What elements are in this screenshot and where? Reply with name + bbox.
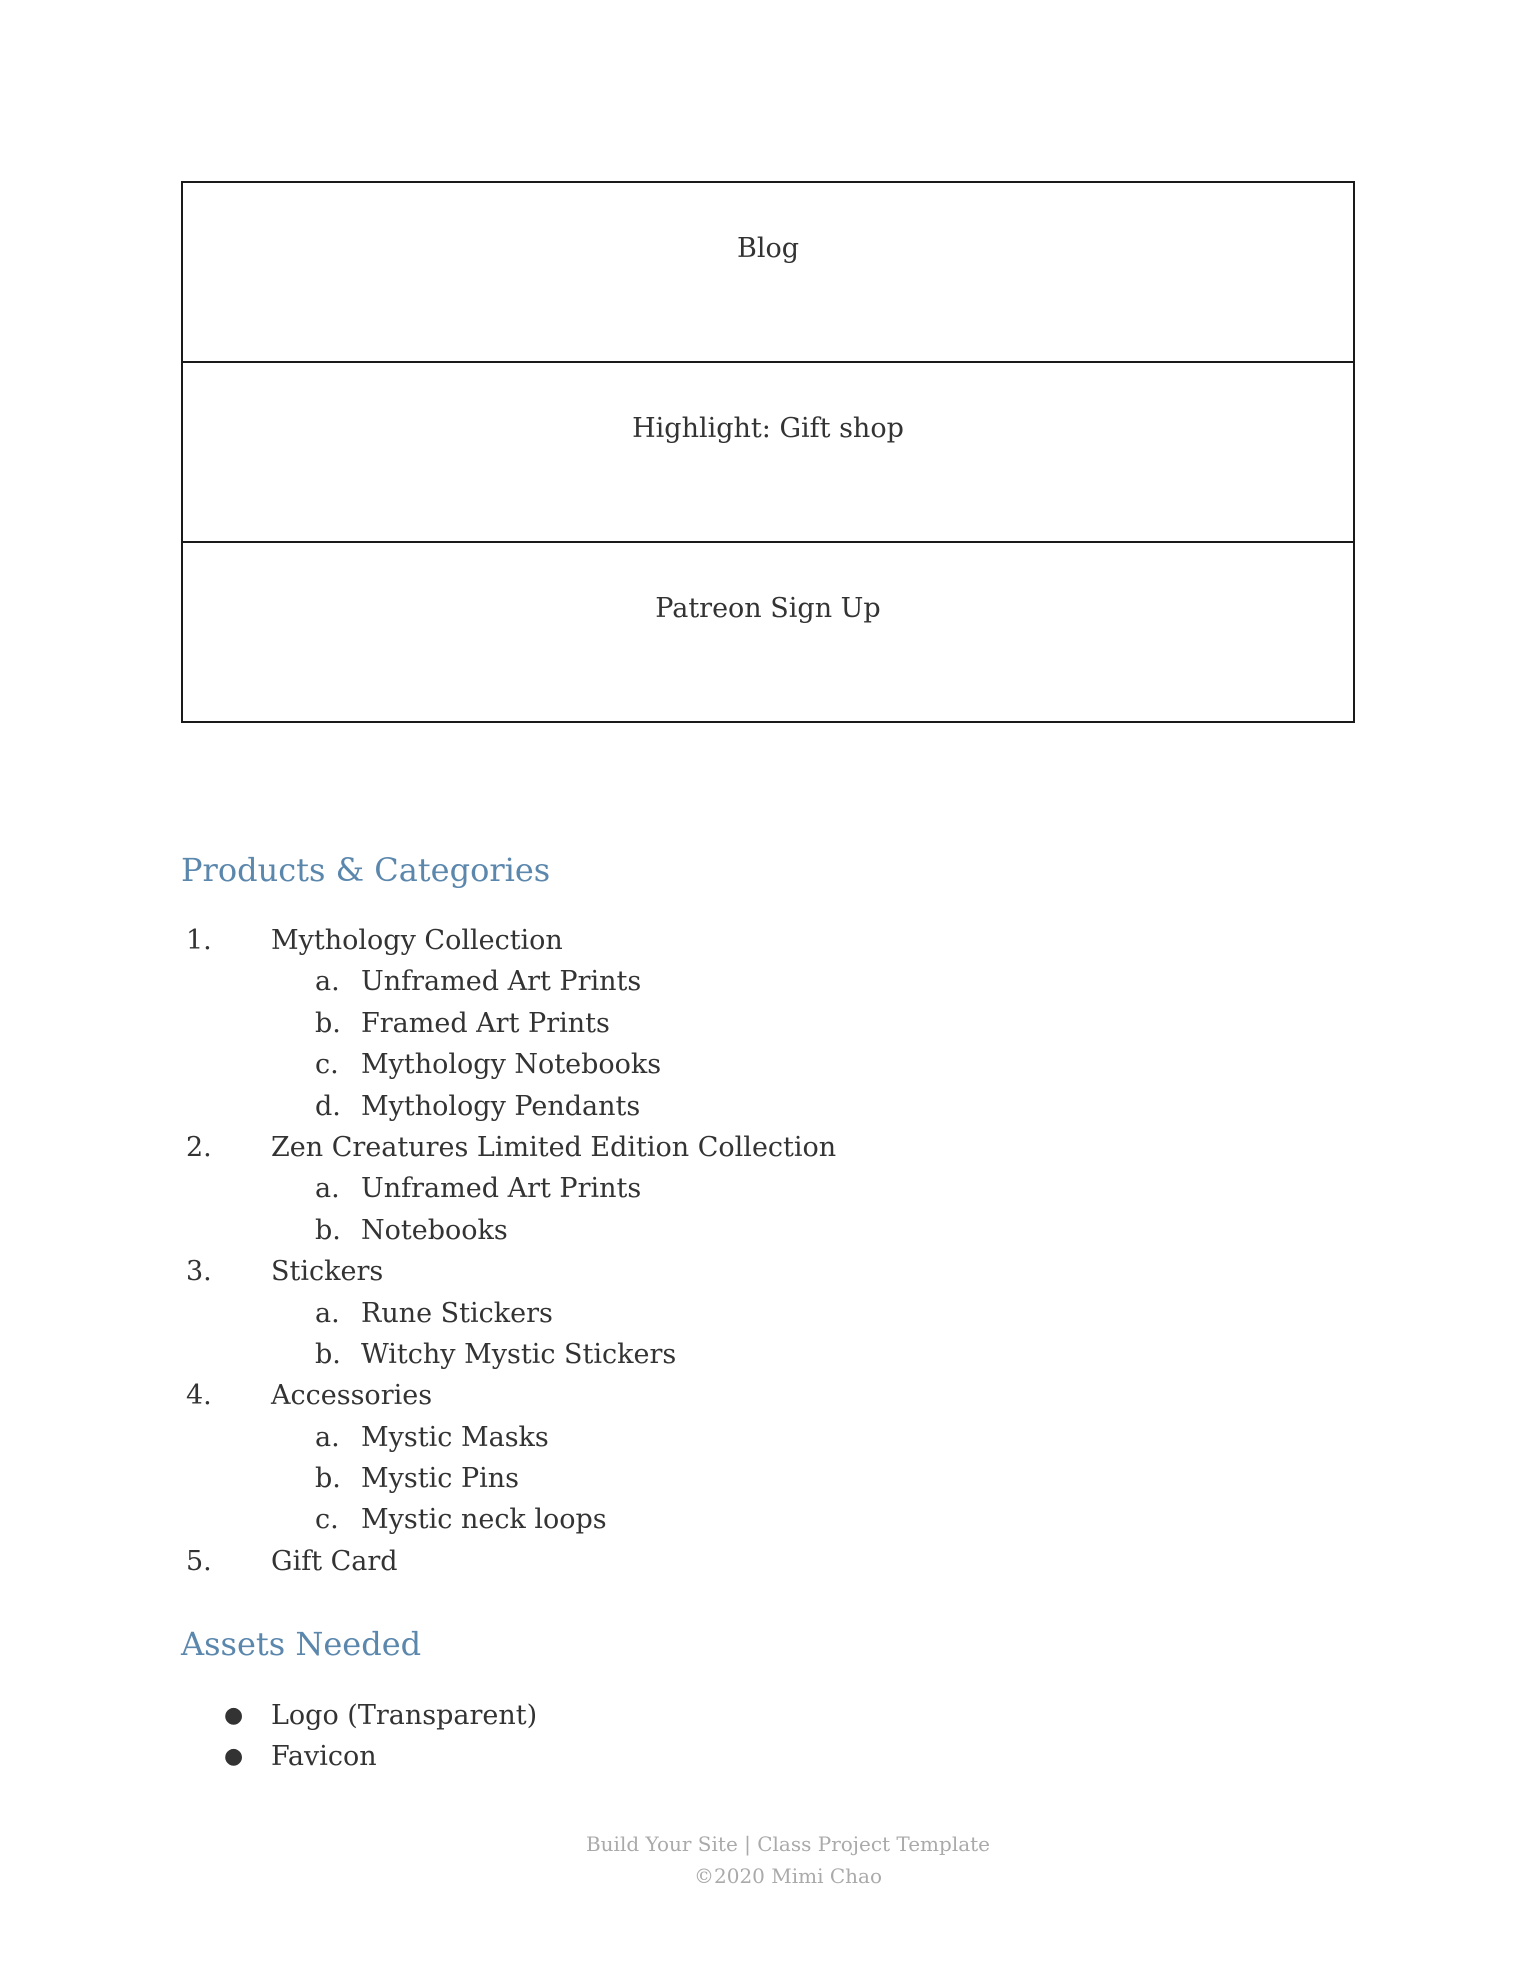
- list-item-label: Mystic neck loops: [361, 1504, 607, 1536]
- products-heading: Products & Categories: [181, 851, 551, 889]
- list-item-label: Notebooks: [361, 1214, 508, 1246]
- list-item-label: Gift Card: [271, 1545, 398, 1577]
- assets-heading: Assets Needed: [181, 1625, 422, 1663]
- bullet-icon: ●: [224, 1703, 244, 1728]
- wireframe-table: [181, 181, 1355, 723]
- list-item-label: Stickers: [271, 1256, 384, 1288]
- footer-copyright: ©2020 Mimi Chao: [694, 1864, 882, 1888]
- list-marker: 4.: [186, 1380, 212, 1412]
- list-marker: c.: [315, 1049, 339, 1081]
- list-marker: a.: [315, 1297, 340, 1329]
- wireframe-row-gift-shop: Highlight: Gift shop: [183, 363, 1353, 543]
- list-item-label: Favicon: [271, 1741, 377, 1773]
- list-marker: d.: [315, 1090, 341, 1122]
- list-item-label: Mystic Pins: [361, 1463, 519, 1495]
- list-marker: b.: [315, 1007, 341, 1039]
- list-item-label: Zen Creatures Limited Edition Collection: [271, 1131, 837, 1163]
- list-marker: 1.: [186, 925, 212, 956]
- list-marker: c.: [315, 1504, 339, 1536]
- list-item-label: Framed Art Prints: [361, 1007, 610, 1039]
- list-item-label: Unframed Art Prints: [361, 966, 642, 998]
- bullet-icon: ●: [224, 1744, 244, 1770]
- list-item-label: Unframed Art Prints: [361, 1173, 642, 1205]
- list-marker: b.: [315, 1338, 341, 1370]
- list-marker: 2.: [186, 1131, 212, 1163]
- wireframe-row-patreon: Patreon Sign Up: [655, 593, 881, 624]
- list-marker: b.: [315, 1214, 341, 1246]
- list-item-label: Rune Stickers: [361, 1297, 553, 1329]
- list-item-label: Mythology Collection: [271, 925, 563, 956]
- list-marker: b.: [315, 1463, 341, 1495]
- list-marker: a.: [315, 1173, 340, 1205]
- list-item-label: Logo (Transparent): [271, 1700, 538, 1731]
- list-item-label: Accessories: [271, 1380, 433, 1412]
- list-item-label: Mythology Pendants: [361, 1090, 641, 1122]
- list-marker: a.: [315, 966, 340, 998]
- list-item-label: Mystic Masks: [361, 1421, 549, 1453]
- list-item-label: Mythology Notebooks: [361, 1049, 662, 1081]
- footer-template-name: Build Your Site | Class Project Template: [585, 1832, 991, 1856]
- wireframe-row-blog: Blog: [183, 183, 1353, 363]
- list-marker: a.: [315, 1421, 340, 1453]
- list-marker: 3.: [186, 1256, 212, 1288]
- list-marker: 5.: [186, 1545, 212, 1577]
- list-item-label: Witchy Mystic Stickers: [361, 1338, 677, 1370]
